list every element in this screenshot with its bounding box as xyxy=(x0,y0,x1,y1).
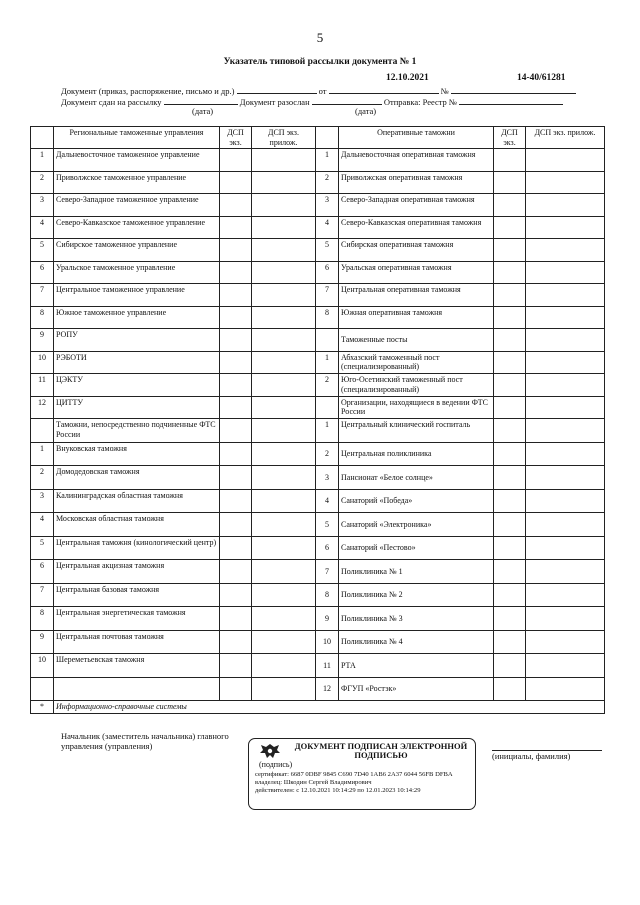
left-organization: РОПУ xyxy=(54,329,220,352)
right-organization: Приволжская оперативная таможня xyxy=(339,171,494,194)
left-row-number: 6 xyxy=(31,261,54,284)
left-row-number: 9 xyxy=(31,329,54,352)
left-organization: Приволжское таможенное управление xyxy=(54,171,220,194)
right-dsp-attach-cell[interactable] xyxy=(526,329,605,352)
table-row xyxy=(31,149,605,172)
left-row-number: 1 xyxy=(31,149,54,172)
right-row-number: 10 xyxy=(316,630,339,654)
header-dsp-attach-right: ДСП экз. прилож. xyxy=(526,127,605,149)
right-dsp-attach-cell[interactable] xyxy=(526,216,605,239)
right-dsp-attach-cell[interactable] xyxy=(526,396,605,419)
right-dsp-copies-cell[interactable] xyxy=(494,216,526,239)
coat-of-arms-icon xyxy=(257,742,283,760)
right-dsp-copies-cell[interactable] xyxy=(494,396,526,419)
left-organization: Центральная почтовая таможня xyxy=(54,630,220,654)
left-organization: Центральная таможня (кинологический центр) xyxy=(54,536,220,560)
left-row-number: 7 xyxy=(31,583,54,607)
right-dsp-attach-cell[interactable] xyxy=(526,171,605,194)
right-organization: Поликлиника № 2 xyxy=(339,583,494,607)
right-dsp-attach-cell[interactable] xyxy=(526,677,605,701)
left-dsp-attach-cell[interactable] xyxy=(252,560,316,584)
table-row xyxy=(31,560,605,584)
left-organization: Центральная акцизная таможня xyxy=(54,560,220,584)
dispatch-label: Отправка: xyxy=(383,97,421,107)
left-dsp-copies-cell[interactable] xyxy=(220,284,252,307)
right-organization: Центральная поликлиника xyxy=(339,442,494,466)
right-dsp-copies-cell[interactable] xyxy=(494,419,526,443)
table-row xyxy=(31,306,605,329)
right-dsp-copies-cell[interactable] xyxy=(494,261,526,284)
header-dsp-attach: ДСП экз. прилож. xyxy=(252,127,316,149)
right-row-number xyxy=(316,396,339,419)
right-organization: Организации, находящиеся в ведении ФТС России xyxy=(339,396,494,419)
left-organization: Северо-Западное таможенное управление xyxy=(54,194,220,217)
right-dsp-attach-cell[interactable] xyxy=(526,513,605,537)
right-dsp-attach-cell[interactable] xyxy=(526,374,605,397)
table-row xyxy=(31,466,605,490)
number-field[interactable] xyxy=(451,84,576,94)
right-row-number: 7 xyxy=(316,284,339,307)
document-title: Указатель типовой рассылки документа № 1 xyxy=(223,57,417,67)
left-dsp-attach-cell[interactable] xyxy=(252,419,316,443)
right-dsp-copies-cell[interactable] xyxy=(494,171,526,194)
left-dsp-attach-cell[interactable] xyxy=(252,583,316,607)
right-dsp-copies-cell[interactable] xyxy=(494,560,526,584)
right-dsp-copies-cell[interactable] xyxy=(494,194,526,217)
right-organization: Поликлиника № 4 xyxy=(339,630,494,654)
left-dsp-attach-cell[interactable] xyxy=(252,239,316,262)
table-row xyxy=(31,607,605,631)
table-row xyxy=(31,536,605,560)
left-dsp-attach-cell[interactable] xyxy=(252,466,316,490)
right-organization: Санаторий «Электроника» xyxy=(339,513,494,537)
right-dsp-copies-cell[interactable] xyxy=(494,284,526,307)
right-dsp-copies-cell[interactable] xyxy=(494,513,526,537)
right-dsp-attach-cell[interactable] xyxy=(526,306,605,329)
right-dsp-attach-cell[interactable] xyxy=(526,194,605,217)
left-organization: Центральное таможенное управление xyxy=(54,284,220,307)
right-row-number: 4 xyxy=(316,216,339,239)
right-dsp-attach-cell[interactable] xyxy=(526,583,605,607)
left-row-number: 3 xyxy=(31,194,54,217)
right-dsp-attach-cell[interactable] xyxy=(526,239,605,262)
left-dsp-attach-cell[interactable] xyxy=(252,284,316,307)
table-row xyxy=(31,677,605,701)
left-dsp-attach-cell[interactable] xyxy=(252,536,316,560)
table-row xyxy=(31,194,605,217)
left-organization: Северо-Кавказское таможенное управление xyxy=(54,216,220,239)
right-organization: Поликлиника № 1 xyxy=(339,560,494,584)
left-row-number: 2 xyxy=(31,171,54,194)
header-blank-right xyxy=(316,127,339,149)
right-dsp-attach-cell[interactable] xyxy=(526,560,605,584)
left-dsp-copies-cell[interactable] xyxy=(220,677,252,701)
distributed-label: Документ разослан xyxy=(239,97,310,107)
left-dsp-copies-cell[interactable] xyxy=(220,560,252,584)
left-organization: Центральная энергетическая таможня xyxy=(54,607,220,631)
right-dsp-copies-cell[interactable] xyxy=(494,374,526,397)
right-dsp-copies-cell[interactable] xyxy=(494,489,526,513)
right-organization: Абхазский таможенный пост (специализированный) xyxy=(339,351,494,374)
left-dsp-attach-cell[interactable] xyxy=(252,351,316,374)
left-dsp-copies-cell[interactable] xyxy=(220,442,252,466)
right-organization: Санаторий «Победа» xyxy=(339,489,494,513)
right-row-number: 1 xyxy=(316,419,339,443)
right-organization: ФГУП «Ростэк» xyxy=(339,677,494,701)
table-row xyxy=(31,654,605,678)
left-dsp-copies-cell[interactable] xyxy=(220,513,252,537)
right-row-number: 8 xyxy=(316,306,339,329)
left-dsp-copies-cell[interactable] xyxy=(220,374,252,397)
left-organization: Таможни, непосредственно подчиненные ФТС России xyxy=(54,419,220,443)
table-row xyxy=(31,442,605,466)
signature-hint: (подпись) xyxy=(259,760,293,769)
doc-type-field[interactable] xyxy=(237,84,317,94)
left-organization: РЭБОТИ xyxy=(54,351,220,374)
left-organization: Уральское таможенное управление xyxy=(54,261,220,284)
right-row-number: 3 xyxy=(316,194,339,217)
left-row-number: 2 xyxy=(31,466,54,490)
header-operational: Оперативные таможни xyxy=(339,127,494,149)
right-row-number: 4 xyxy=(316,489,339,513)
left-organization: ЦИТТУ xyxy=(54,396,220,419)
right-row-number: 5 xyxy=(316,513,339,537)
left-dsp-copies-cell[interactable] xyxy=(220,216,252,239)
from-label: от xyxy=(318,86,327,96)
signatory-position: Начальник (заместитель начальника) главного управления (управления) xyxy=(61,731,229,751)
left-dsp-copies-cell[interactable] xyxy=(220,149,252,172)
left-row-number: 10 xyxy=(31,351,54,374)
left-organization: Внуковская таможня xyxy=(54,442,220,466)
stamp-title: ДОКУМЕНТ ПОДПИСАН ЭЛЕКТРОННОЙ ПОДПИСЬЮ xyxy=(294,741,468,760)
left-row-number: 4 xyxy=(31,216,54,239)
from-date-field[interactable] xyxy=(329,84,439,94)
right-organization: Уральская оперативная таможня xyxy=(339,261,494,284)
left-row-number: 5 xyxy=(31,536,54,560)
initials-hint: (инициалы, фамилия) xyxy=(492,751,571,761)
left-dsp-copies-cell[interactable] xyxy=(220,171,252,194)
left-dsp-attach-cell[interactable] xyxy=(252,216,316,239)
doc-type-label: Документ (приказ, распоряжение, письмо и др.) xyxy=(61,86,235,96)
left-dsp-attach-cell[interactable] xyxy=(252,513,316,537)
left-row-number: 5 xyxy=(31,239,54,262)
right-organization: Южная оперативная таможня xyxy=(339,306,494,329)
right-organization: Санаторий «Пестово» xyxy=(339,536,494,560)
right-organization: Центральная оперативная таможня xyxy=(339,284,494,307)
left-row-number: 1 xyxy=(31,442,54,466)
left-row-number: 8 xyxy=(31,306,54,329)
left-organization: Сибирское таможенное управление xyxy=(54,239,220,262)
left-dsp-copies-cell[interactable] xyxy=(220,306,252,329)
left-dsp-copies-cell[interactable] xyxy=(220,630,252,654)
left-dsp-attach-cell[interactable] xyxy=(252,306,316,329)
left-row-number: 4 xyxy=(31,513,54,537)
stamp-certificate: сертификат: 6687 0DBF 9845 C690 7D40 1AB6 2A37 6044 56FB DFBA xyxy=(255,771,453,778)
right-row-number: 6 xyxy=(316,261,339,284)
left-dsp-attach-cell[interactable] xyxy=(252,171,316,194)
right-dsp-copies-cell[interactable] xyxy=(494,466,526,490)
table-header-row xyxy=(31,127,605,149)
right-row-number: 12 xyxy=(316,677,339,701)
left-dsp-copies-cell[interactable] xyxy=(220,536,252,560)
right-row-number: 2 xyxy=(316,171,339,194)
table-row xyxy=(31,284,605,307)
left-dsp-copies-cell[interactable] xyxy=(220,583,252,607)
footer-info-systems: Информационно-справочные системы xyxy=(54,701,605,714)
right-organization: Поликлиника № 3 xyxy=(339,607,494,631)
left-row-number: 8 xyxy=(31,607,54,631)
dispatch-line xyxy=(61,95,563,107)
right-dsp-copies-cell[interactable] xyxy=(494,239,526,262)
right-dsp-attach-cell[interactable] xyxy=(526,630,605,654)
table-row xyxy=(31,374,605,397)
left-organization: Калининградская областная таможня xyxy=(54,489,220,513)
left-dsp-copies-cell[interactable] xyxy=(220,607,252,631)
left-dsp-attach-cell[interactable] xyxy=(252,149,316,172)
left-organization: Дальневосточное таможенное управление xyxy=(54,149,220,172)
left-dsp-copies-cell[interactable] xyxy=(220,419,252,443)
left-dsp-attach-cell[interactable] xyxy=(252,261,316,284)
right-dsp-copies-cell[interactable] xyxy=(494,536,526,560)
table-row xyxy=(31,171,605,194)
right-dsp-attach-cell[interactable] xyxy=(526,466,605,490)
left-row-number xyxy=(31,677,54,701)
left-dsp-attach-cell[interactable] xyxy=(252,607,316,631)
left-organization: Шереметьевская таможня xyxy=(54,654,220,678)
left-dsp-attach-cell[interactable] xyxy=(252,442,316,466)
table-row xyxy=(31,419,605,443)
document-date: 12.10.2021 xyxy=(386,73,429,83)
left-dsp-attach-cell[interactable] xyxy=(252,630,316,654)
left-dsp-attach-cell[interactable] xyxy=(252,329,316,352)
right-organization: Пансионат «Белое солнце» xyxy=(339,466,494,490)
right-row-number: 3 xyxy=(316,466,339,490)
stamp-owner: владелец: Шкодин Сергей Владимирович xyxy=(255,779,372,786)
right-organization: Северо-Западная оперативная таможня xyxy=(339,194,494,217)
right-dsp-copies-cell[interactable] xyxy=(494,583,526,607)
left-dsp-copies-cell[interactable] xyxy=(220,194,252,217)
table-footer-row xyxy=(31,701,605,714)
electronic-signature-stamp xyxy=(248,738,476,810)
left-row-number: 10 xyxy=(31,654,54,678)
left-dsp-copies-cell[interactable] xyxy=(220,239,252,262)
right-dsp-copies-cell[interactable] xyxy=(494,306,526,329)
left-dsp-copies-cell[interactable] xyxy=(220,489,252,513)
table-row xyxy=(31,489,605,513)
right-row-number: 6 xyxy=(316,536,339,560)
left-dsp-attach-cell[interactable] xyxy=(252,194,316,217)
right-row-number: 2 xyxy=(316,442,339,466)
right-row-number: 1 xyxy=(316,149,339,172)
left-dsp-copies-cell[interactable] xyxy=(220,654,252,678)
right-organization: Таможенные посты xyxy=(339,329,494,352)
right-dsp-attach-cell[interactable] xyxy=(526,261,605,284)
right-dsp-attach-cell[interactable] xyxy=(526,419,605,443)
header-dsp-copies: ДСП экз. xyxy=(220,127,252,149)
header-dsp-copies-right: ДСП экз. xyxy=(494,127,526,149)
sent-label: Документ сдан на рассылку xyxy=(61,97,162,107)
footer-mark: * xyxy=(31,701,54,714)
left-dsp-attach-cell[interactable] xyxy=(252,489,316,513)
registry-field[interactable] xyxy=(459,95,563,105)
right-dsp-copies-cell[interactable] xyxy=(494,607,526,631)
right-dsp-attach-cell[interactable] xyxy=(526,654,605,678)
right-organization: Северо-Кавказская оперативная таможня xyxy=(339,216,494,239)
right-dsp-copies-cell[interactable] xyxy=(494,442,526,466)
header-regional: Региональные таможенные управления xyxy=(54,127,220,149)
left-dsp-attach-cell[interactable] xyxy=(252,654,316,678)
left-row-number: 7 xyxy=(31,284,54,307)
registry-label: Реестр № xyxy=(422,97,458,107)
right-organization: Дальневосточная оперативная таможня xyxy=(339,149,494,172)
right-row-number: 7 xyxy=(316,560,339,584)
table-row xyxy=(31,513,605,537)
right-dsp-copies-cell[interactable] xyxy=(494,630,526,654)
left-row-number: 11 xyxy=(31,374,54,397)
distribution-table xyxy=(30,126,605,714)
left-row-number: 3 xyxy=(31,489,54,513)
table-row xyxy=(31,630,605,654)
left-organization xyxy=(54,677,220,701)
sent-date-field[interactable] xyxy=(164,95,238,105)
right-row-number: 9 xyxy=(316,607,339,631)
table-row xyxy=(31,216,605,239)
right-row-number: 8 xyxy=(316,583,339,607)
stamp-details xyxy=(255,771,471,795)
left-dsp-copies-cell[interactable] xyxy=(220,466,252,490)
left-organization: Домодедовская таможня xyxy=(54,466,220,490)
right-row-number xyxy=(316,329,339,352)
table-row xyxy=(31,329,605,352)
right-row-number: 2 xyxy=(316,374,339,397)
right-dsp-attach-cell[interactable] xyxy=(526,536,605,560)
right-organization: РТА xyxy=(339,654,494,678)
right-row-number: 5 xyxy=(316,239,339,262)
header-blank-left xyxy=(31,127,54,149)
table-row xyxy=(31,239,605,262)
left-row-number xyxy=(31,419,54,443)
page-number: 5 xyxy=(316,30,324,45)
right-dsp-copies-cell[interactable] xyxy=(494,654,526,678)
left-dsp-copies-cell[interactable] xyxy=(220,261,252,284)
table-row xyxy=(31,261,605,284)
right-dsp-attach-cell[interactable] xyxy=(526,284,605,307)
left-organization: Центральная базовая таможня xyxy=(54,583,220,607)
right-dsp-attach-cell[interactable] xyxy=(526,351,605,374)
left-dsp-copies-cell[interactable] xyxy=(220,351,252,374)
right-organization: Юго-Осетинский таможенный пост (специализированный) xyxy=(339,374,494,397)
left-dsp-attach-cell[interactable] xyxy=(252,396,316,419)
left-organization: ЦЭКТУ xyxy=(54,374,220,397)
right-dsp-attach-cell[interactable] xyxy=(526,149,605,172)
right-dsp-copies-cell[interactable] xyxy=(494,351,526,374)
right-organization: Сибирская оперативная таможня xyxy=(339,239,494,262)
left-row-number: 12 xyxy=(31,396,54,419)
left-dsp-copies-cell[interactable] xyxy=(220,329,252,352)
left-dsp-attach-cell[interactable] xyxy=(252,374,316,397)
left-dsp-attach-cell[interactable] xyxy=(252,677,316,701)
distributed-date-field[interactable] xyxy=(312,95,382,105)
right-row-number: 1 xyxy=(316,351,339,374)
left-row-number: 9 xyxy=(31,630,54,654)
number-label: № xyxy=(440,86,449,96)
right-row-number: 11 xyxy=(316,654,339,678)
left-organization: Московская областная таможня xyxy=(54,513,220,537)
right-dsp-copies-cell[interactable] xyxy=(494,149,526,172)
date-hint-2: (дата) xyxy=(355,106,377,116)
right-dsp-attach-cell[interactable] xyxy=(526,607,605,631)
right-organization: Центральный клинический госпиталь xyxy=(339,419,494,443)
right-dsp-attach-cell[interactable] xyxy=(526,489,605,513)
table-row xyxy=(31,583,605,607)
table-row xyxy=(31,351,605,374)
date-hint-1: (дата) xyxy=(192,106,214,116)
left-row-number: 6 xyxy=(31,560,54,584)
right-dsp-copies-cell[interactable] xyxy=(494,677,526,701)
left-dsp-copies-cell[interactable] xyxy=(220,396,252,419)
table-row xyxy=(31,396,605,419)
right-dsp-attach-cell[interactable] xyxy=(526,442,605,466)
right-dsp-copies-cell[interactable] xyxy=(494,329,526,352)
left-organization: Южное таможенное управление xyxy=(54,306,220,329)
stamp-validity: действителен: с 12.10.2021 10:14:29 по 12.01.2023 10:14:29 xyxy=(255,787,421,794)
document-number: 14-40/61281 xyxy=(517,73,566,83)
